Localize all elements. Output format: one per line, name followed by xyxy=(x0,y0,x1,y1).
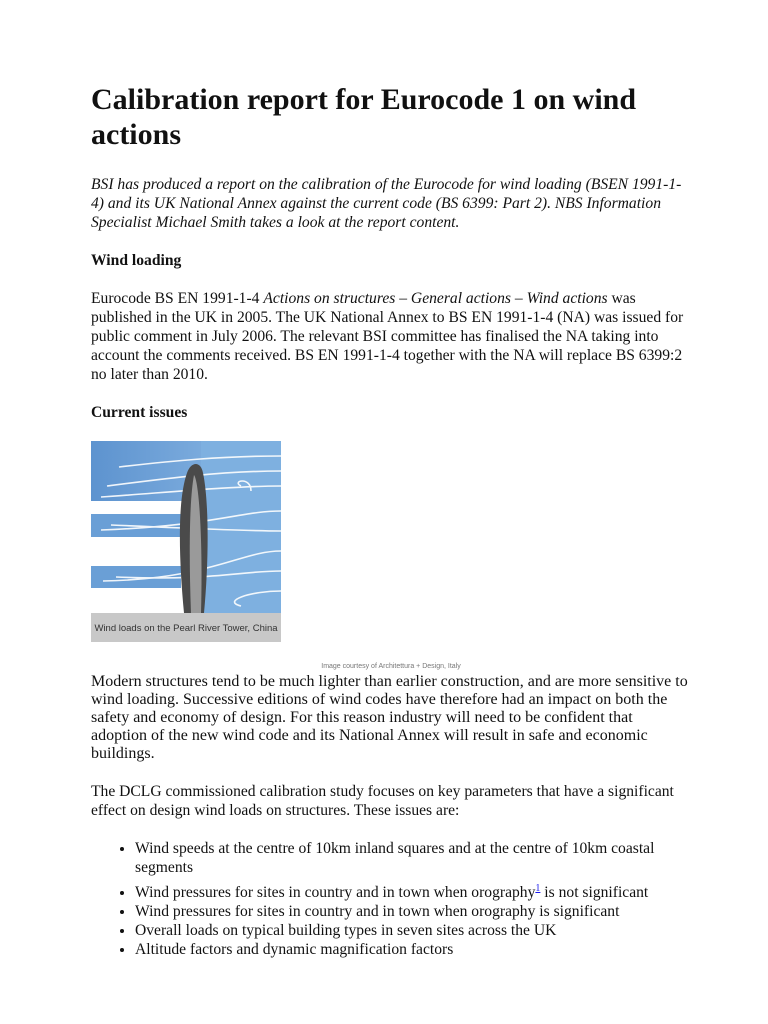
list-item: • Wind pressures for sites in country and in town when orography is significant xyxy=(135,902,691,921)
text: is not significant xyxy=(540,884,649,902)
intro-paragraph: BSI has produced a report on the calibration of the Eurocode for wind loading (BSEN 1991-1-4) and its UK National Annex against the current code (BS 6399: Part 2). NBS Information Specialist Michael Smith takes a look at the report content. xyxy=(91,176,682,231)
list-item: • Overall loads on typical building types in seven sites across the UK xyxy=(135,921,691,940)
wind-loading-paragraph xyxy=(91,289,691,384)
section-heading-wind-loading: Wind loading xyxy=(91,252,182,269)
text: Eurocode BS EN 1991-1-4 xyxy=(91,290,264,307)
text: Wind pressures for sites in country and in town when orography xyxy=(135,884,536,902)
list-item: • Wind speeds at the centre of 10km inland squares and at the centre of 10km coastal segments xyxy=(135,839,691,877)
page-title: Calibration report for Eurocode 1 on wind actions xyxy=(91,83,637,151)
text: Modern structures tend to be much lighter than earlier construction, and are more sensitive to wind loading. Successive editions of wind codes have therefore had an impact on both the safety and economy of design. For this reason industry will need to be confident that adoption of the new wind code and its National Annex will result in safe and economic buildings. xyxy=(91,673,688,762)
issues-list xyxy=(91,839,691,959)
list-item xyxy=(135,877,691,902)
figure-credit: Image courtesy of Architettura + Design, Italy xyxy=(321,663,461,670)
standard-title: Actions on structures – General actions – Wind actions xyxy=(263,290,608,307)
article xyxy=(91,82,691,959)
text: was published in the UK in 2005. The UK National Annex to BS EN 1991-1-4 (NA) was issued for public comment in July 2006. The relevant BSI committee has finalised the NA taking into account the comments received. BS EN 1991-1-4 together with the NA will replace BS 6399:2 no later than 2010. xyxy=(91,290,684,383)
modern-structures-paragraph xyxy=(91,441,691,642)
list-item: • Altitude factors and dynamic magnification factors xyxy=(135,940,691,959)
figure-caption: Wind loads on the Pearl River Tower, China xyxy=(94,623,278,634)
footnote-link[interactable]: 1 xyxy=(535,883,541,894)
pearl-river-tower-image xyxy=(91,441,281,642)
section-heading-current-issues: Current issues xyxy=(91,404,188,421)
calibration-study-paragraph: The DCLG commissioned calibration study focuses on key parameters that have a significant effect on design wind loads on structures. These issues are: xyxy=(91,783,674,819)
wind-loads-figure xyxy=(91,441,283,642)
